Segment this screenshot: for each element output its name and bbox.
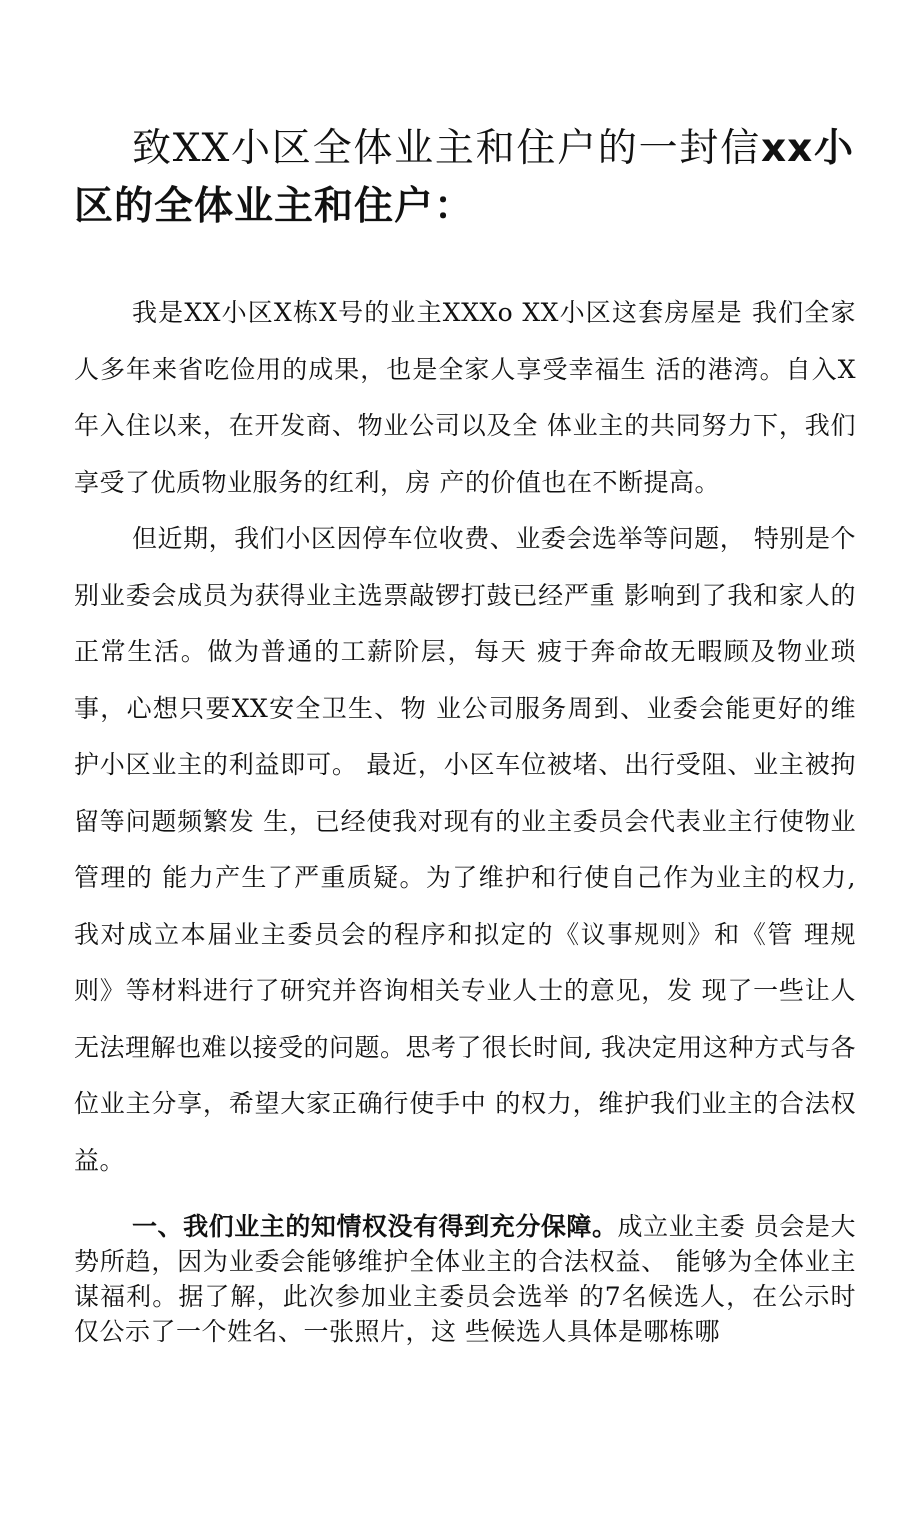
paragraph-point-one [74, 1209, 856, 1349]
title-main: 致XX小区全体业主和住户的一封信 [132, 126, 761, 171]
document-title [74, 120, 854, 236]
document-body [74, 285, 856, 1349]
title-salutation: xx小区的全体业主和住户： [74, 126, 855, 229]
point-one-heading: 一、我们业主的知情权没有得到充分保障。 [132, 1212, 618, 1241]
point-one-text: 成立业主委 员会是大势所趋，因为业委会能够维护全体业主的合法权益、 能够为全体业主谋福利。据了解，此次参加业主委员会选举 的7名候选人，在公示时仅公示了一个姓名、一张照片，这 些候选人具体是哪栋哪 [74, 1212, 856, 1346]
paragraph-concerns: 但近期，我们小区因停车位收费、业委会选举等问题， 特别是个别业委会成员为获得业主选票敲锣打鼓已经严重 影响到了我和家人的正常生活。做为普通的工薪阶层，每天 疲于奔命故无暇顾及物业琐事，心想只要XX安全卫生、物 业公司服务周到、业委会能更好的维护小区业主的利益即可。 最近，小区车位被堵、出行受阻、业主被拘留等问题频繁发 生，已经使我对现有的业主委员会代表业主行使物业管理的 能力产生了严重质疑。为了维护和行使自己作为业主的权力, 我对成立本届业主委员会的程序和拟定的《议事规则》和《管 理规则》等材料进行了研究并咨询相关专业人士的意见，发 现了一些让人无法理解也难以接受的问题。思考了很长时间, 我决定用这种方式与各位业主分享，希望大家正确行使手中 的权力，维护我们业主的合法权益。 [74, 524, 856, 1175]
paragraph-intro: 我是XX小区X栋X号的业主XXXo XX小区这套房屋是 我们全家人多年来省吃俭用的成果，也是全家人享受幸福生 活的港湾。自入X年入住以来，在开发商、物业公司以及全 体业主的共同努力下，我们享受了优质物业服务的红利，房 产的价值也在不断提高。 [74, 298, 856, 497]
